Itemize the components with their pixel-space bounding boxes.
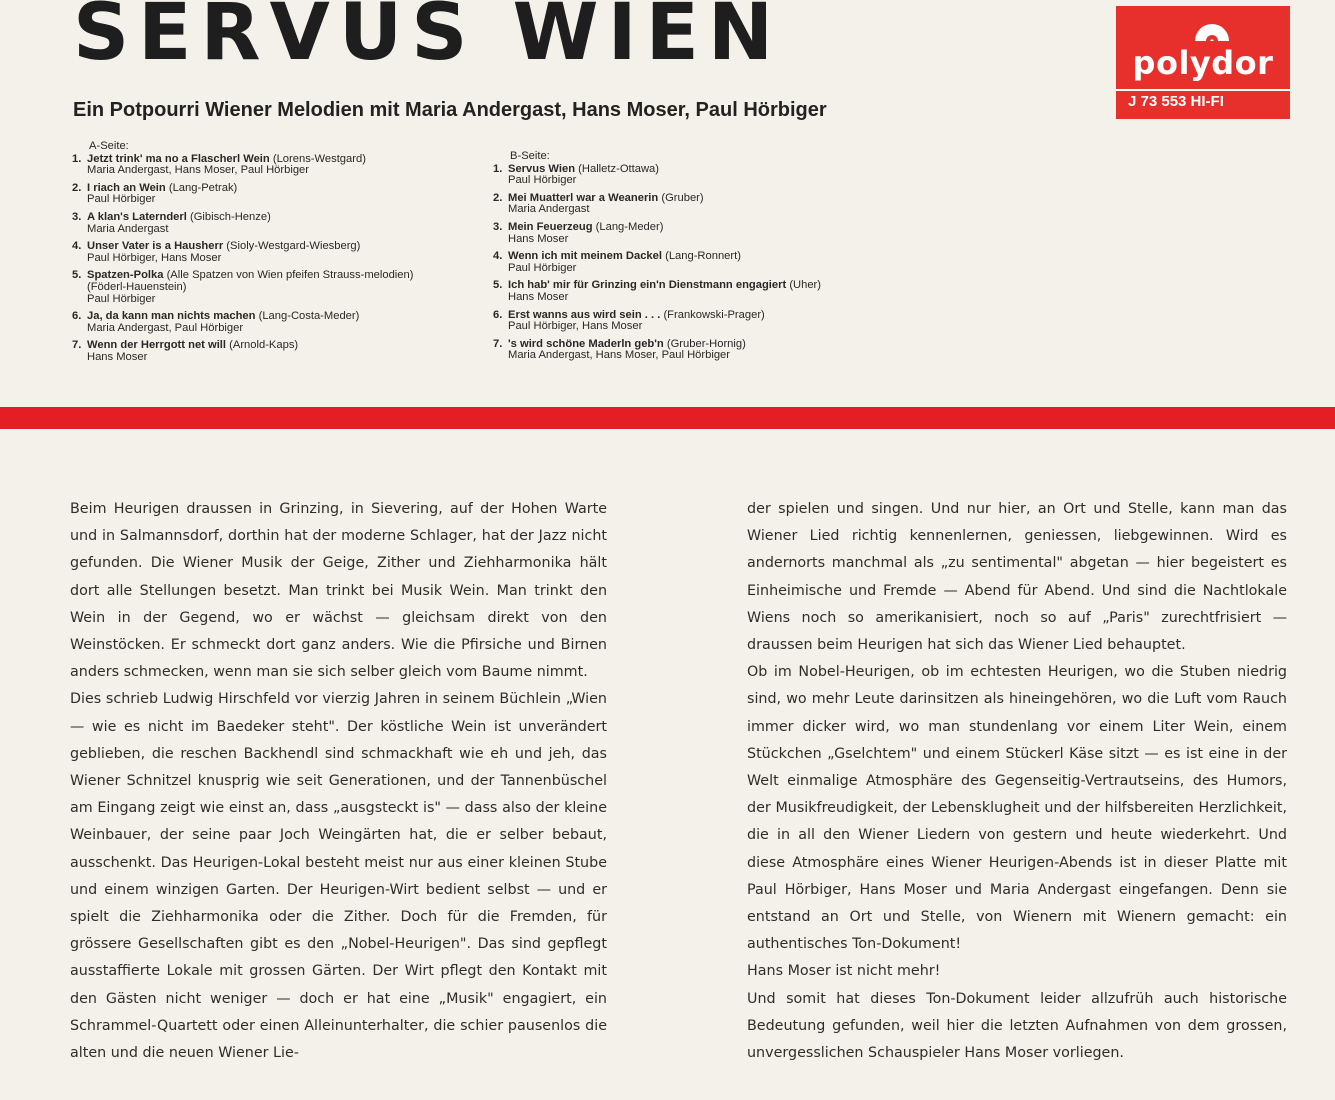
track-item (72, 340, 432, 363)
liner-notes-paragraph: Und somit hat dieses Ton-Dokument leider allzufrüh auch historische Bedeutung gefunden, weil hier die letzten Aufnahmen von dem grossen, unvergesslichen Schauspieler Hans Moser vorliegen. (747, 990, 1287, 1062)
track-item (72, 154, 432, 177)
track-performers: Paul Hörbiger (87, 292, 156, 305)
track-number: 4. (493, 250, 503, 263)
track-performers: Paul Hörbiger (508, 261, 577, 274)
track-performers: Paul Hörbiger, Hans Moser (508, 320, 643, 333)
track-credits: (Lang-Petrak) (168, 181, 238, 194)
track-number: 6. (72, 310, 82, 323)
track-performers: Paul Hörbiger (508, 174, 577, 187)
liner-notes-paragraph: der spielen und singen. Und nur hier, an Ort und Stelle, kann man das Wiener Lied richtig kennenlernen, geniessen, liebgewinnen. Wird es andernorts manchmal als „zu sentimental" abgetan — hier begeistert es Einheimische und Fremde — Abend für Abend. Und sind die Nachtlokale Wiens noch so amerikanisiert, noch so auf „Paris" zurechtfrisiert — draussen beim Heurigen hat sich das Wiener Lied behauptet. (747, 501, 1287, 654)
track-number: 5. (72, 269, 82, 282)
track-performers: Maria Andergast, Paul Hörbiger (87, 321, 244, 334)
track-item (493, 339, 863, 362)
brand-name: polydor (1132, 44, 1274, 82)
track-title: 's wird schöne Maderln geb'n (508, 337, 664, 350)
track-number: 5. (493, 279, 503, 292)
track-number: 1. (493, 162, 503, 175)
liner-notes-paragraph: Hans Moser ist nicht mehr! (747, 963, 941, 980)
side-b-heading: B-Seite: (510, 150, 550, 162)
track-title: Spatzen-Polka (87, 269, 164, 282)
liner-notes-paragraph: Ob im Nobel-Heurigen, ob im echtesten Heurigen, wo die Stuben niedrig sind, wo mehr Leute darinsitzen als hineingehören, wo die Luft vom Rauch immer dicker wird, wo man stundenlang vor einem Liter Wein, einem Stückchen „Gselchtem" und einem Stückerl Käse sitzt — es ist eine in der Welt einmalige Atmosphäre des Gegenseitig-Vertrautseins, des Humors, der Musikfreudigkeit, der Lebensklugheit und der hilfsbereiten Herzlichkeit, die in all den Wiener Liedern von gestern und heute wiederkehrt. Und diese Atmosphäre eines Wiener Heurigen-Abends ist in dieser Platte mit Paul Hörbiger, Hans Moser und Maria Andergast eingefangen. Denn sie entstand an Ort und Stelle, von Wienern mit Wienern gemacht: ein authentisches Ton-Dokument! (747, 664, 1287, 953)
red-stripe-divider (0, 407, 1335, 429)
track-title: Servus Wien (508, 162, 576, 175)
track-item (493, 280, 863, 303)
track-number: 6. (493, 308, 503, 321)
track-performers: Paul Hörbiger, Hans Moser (87, 251, 222, 264)
track-title: Wenn der Herrgott net will (87, 339, 227, 352)
track-title: Jetzt trink' ma no a Flascherl Wein (87, 152, 270, 165)
side-a-tracklist (72, 141, 432, 370)
track-credits: (Arnold-Kaps) (229, 339, 299, 352)
track-credits: (Gibisch-Henze) (189, 210, 271, 223)
track-performers: Maria Andergast, Hans Moser, Paul Hörbiger (508, 349, 730, 362)
track-title: Unser Vater is a Hausherr (87, 240, 224, 253)
track-performers: Maria Andergast (508, 203, 590, 216)
track-performers: Hans Moser (508, 290, 569, 303)
track-number: 3. (493, 220, 503, 233)
track-credits: (Frankowski-Prager) (663, 308, 765, 321)
track-title: Erst wanns aus wird sein . . . (508, 308, 661, 321)
track-credits: (Lang-Costa-Meder) (258, 310, 360, 323)
track-title: I riach an Wein (87, 181, 166, 194)
track-number: 2. (493, 191, 503, 204)
track-item (72, 270, 432, 305)
track-credits: (Sioly-Westgard-Wiesberg) (226, 240, 361, 253)
track-credits: (Uher) (789, 279, 822, 292)
track-item (72, 212, 432, 235)
track-title: Wenn ich mit meinem Dackel (508, 250, 662, 263)
liner-notes-paragraph: Beim Heurigen draussen in Grinzing, in Sievering, auf der Hohen Warte und in Salmannsdorf, dorthin hat der moderne Schlager, hat der Jazz nicht gefunden. Die Wiener Musik der Geige, Zither und Ziehharmonika hält dort alle Stellungen besetzt. Man trinkt bei Musik Wein. Man trinkt den Wein in der Gegend, wo er wächst — gleichsam direkt von den Weinstöcken. Er schmeckt dort ganz anders. Wie die Pfirsiche und Birnen anders schmecken, wenn man sie sich selber gleich vom Baume nimmt. (70, 501, 607, 681)
track-performers: Hans Moser (87, 350, 148, 363)
track-item (72, 241, 432, 264)
polydor-label-logo (1116, 6, 1290, 119)
track-item (493, 164, 863, 187)
side-a-heading: A-Seite: (89, 140, 129, 152)
track-item (493, 310, 863, 333)
track-number: 4. (72, 240, 82, 253)
track-number: 1. (72, 152, 82, 165)
track-performers: Maria Andergast (87, 222, 169, 235)
track-title: Mein Feuerzeug (508, 220, 593, 233)
track-number: 3. (72, 210, 82, 223)
track-credits: (Lorens-Westgard) (272, 152, 366, 165)
side-b-tracklist (493, 151, 863, 368)
track-credits: (Alle Spatzen von Wien pfeifen Strauss-melodien) (Föderl-Hauenstein) (87, 269, 414, 293)
track-performers: Paul Hörbiger (87, 193, 156, 206)
album-subtitle: Ein Potpourri Wiener Melodien mit Maria Andergast, Hans Moser, Paul Hörbiger (73, 99, 827, 121)
track-item (72, 183, 432, 206)
track-item (493, 251, 863, 274)
track-number: 7. (493, 337, 503, 350)
track-credits: (Gruber) (661, 191, 704, 204)
track-title: Ja, da kann man nichts machen (87, 310, 256, 323)
track-title: Ich hab' mir für Grinzing ein'n Dienstmann engagiert (508, 279, 787, 292)
track-performers: Maria Andergast, Hans Moser, Paul Hörbiger (87, 164, 309, 177)
liner-notes-left-column (70, 496, 607, 1067)
logo-divider (1116, 89, 1290, 91)
track-title: Mei Muatterl war a Weanerin (508, 191, 659, 204)
track-credits: (Lang-Meder) (595, 220, 664, 233)
track-credits: (Gruber-Hornig) (666, 337, 746, 350)
track-number: 2. (72, 181, 82, 194)
album-title: SERVUS WIEN (73, 0, 783, 78)
track-performers: Hans Moser (508, 232, 569, 245)
liner-notes-paragraph: Dies schrieb Ludwig Hirschfeld vor vierzig Jahren in seinem Büchlein „Wien — wie es nicht im Baedeker steht". Der köstliche Wein ist unverändert geblieben, die reschen Backhendl sind schmackhaft wie eh und jeh, das Wiener Schnitzel knusprig wie seit Generationen, und der Tannenbüschel am Eingang zeigt wie einst an, dass „ausgsteckt is" — dass also der kleine Weinbauer, der seine paar Joch Weingärten hat, die er selber bebaut, ausschenkt. Das Heurigen-Lokal besteht meist nur aus einer kleinen Stube und einem winzigen Garten. Der Heurigen-Wirt bedient selbst — und er spielt die Ziehharmonika oder die Zither. Doch für die Fremden, für grössere Gesellschaften gibt es den „Nobel-Heurigen". Das sind gepflegt ausstaffierte Lokale mit grossen Gärten. Der Wirt pflegt den Kontakt mit den Gästen nicht weniger — doch er hat eine „Musik" engagiert, ein Schrammel-Quartett oder einen Alleinunterhalter, die schier pausenlos die alten und die neuen Wiener Lie- (70, 691, 607, 1062)
track-title: A klan's Laternderl (87, 210, 187, 223)
record-disc-icon (1195, 24, 1229, 41)
track-credits: (Lang-Ronnert) (665, 250, 741, 263)
track-item (493, 193, 863, 216)
track-item (72, 311, 432, 334)
track-credits: (Halletz-Ottawa) (578, 162, 659, 175)
liner-notes-right-column (747, 496, 1287, 1067)
track-item (493, 222, 863, 245)
track-number: 7. (72, 339, 82, 352)
catalog-number: J 73 553 HI-FI (1128, 93, 1224, 110)
